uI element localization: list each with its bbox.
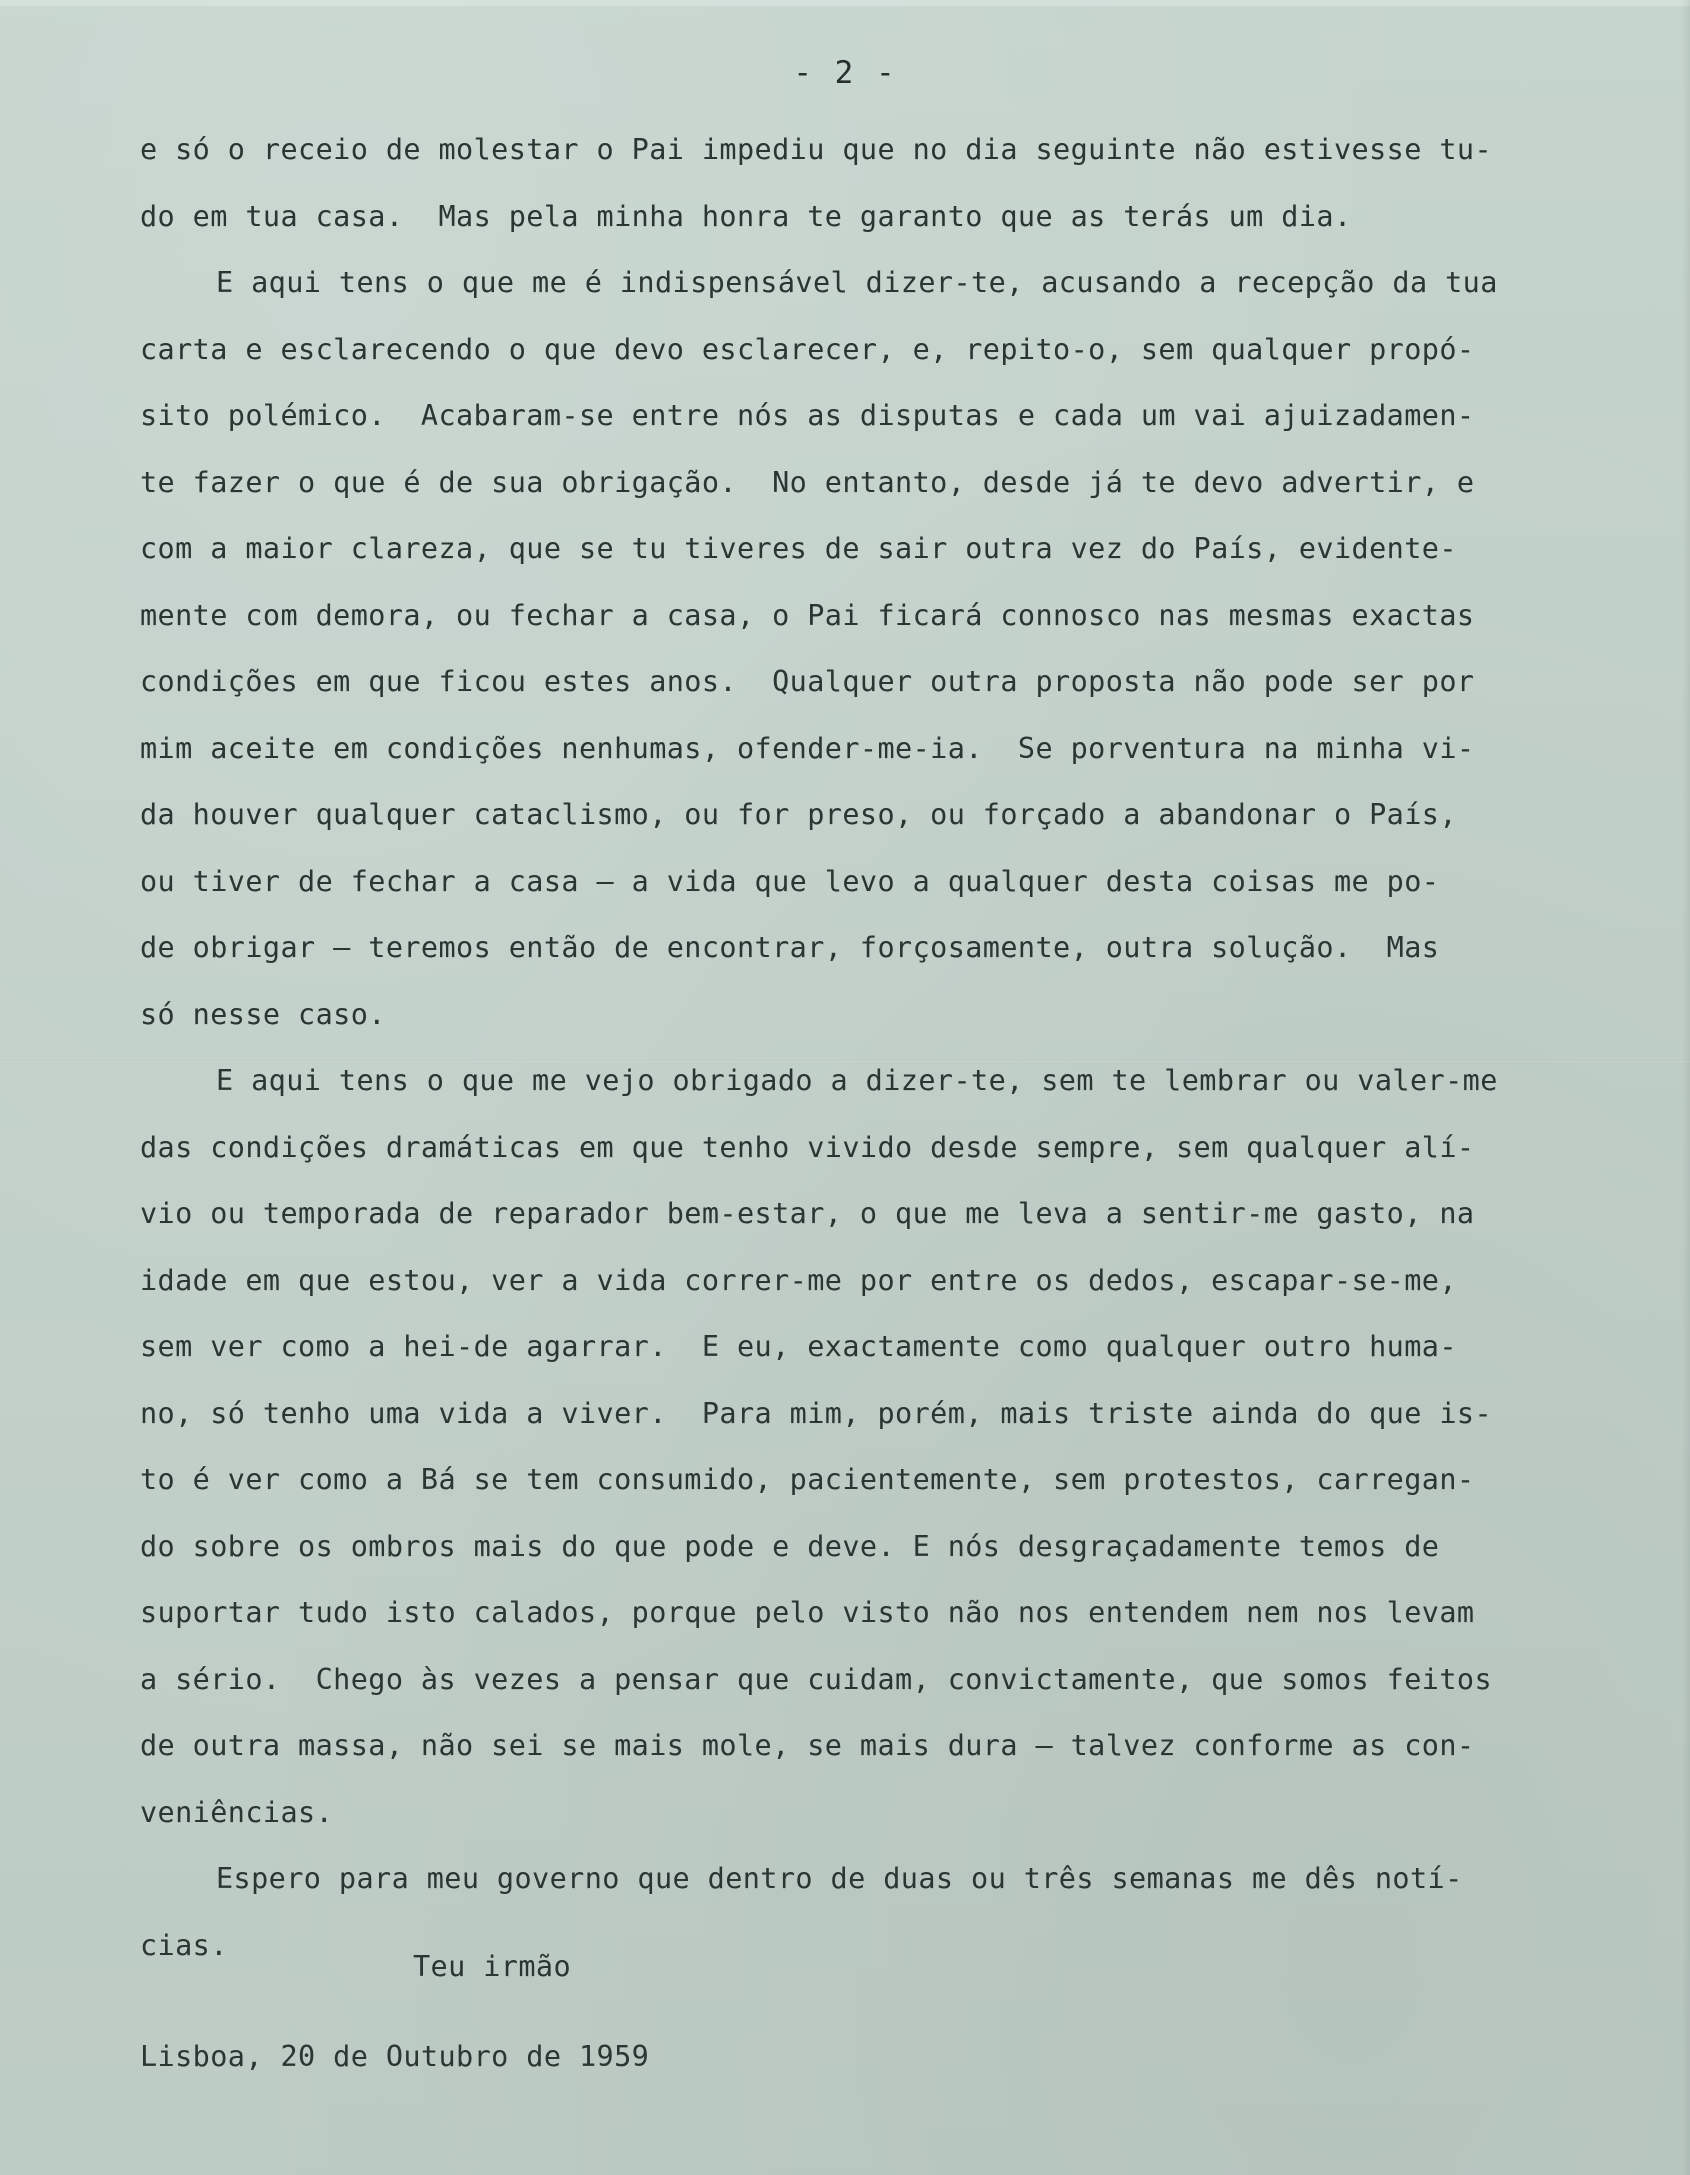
text-line: idade em que estou, ver a vida correr-me por entre os dedos, escapar-se-me, <box>140 1263 1457 1297</box>
text-line: só nesse caso. <box>140 997 386 1031</box>
signature-closing: Teu irmão <box>413 1950 572 1983</box>
text-line: sem ver como a hei-de agarrar. E eu, exactamente como qualquer outro huma- <box>140 1330 1457 1363</box>
text-line: condições em que ficou estes anos. Qualquer outra proposta não pode ser por <box>140 665 1475 698</box>
text-line: veniências. <box>140 1795 334 1829</box>
text-line: do em tua casa. Mas pela minha honra te garanto que as terás um dia. <box>140 199 1352 233</box>
text-line: E aqui tens o que me é indispensável dizer-te, acusando a recepção da tua <box>216 266 1498 299</box>
page-number: - 2 - <box>793 55 897 91</box>
paper-edge-right <box>1682 0 1690 2175</box>
paper-edge-top <box>0 0 1690 6</box>
text-line: suportar tudo isto calados, porque pelo visto não nos entendem nem nos levam <box>140 1596 1475 1629</box>
text-line: sito polémico. Acabaram-se entre nós as disputas e cada um vai ajuizadamen- <box>140 399 1475 432</box>
text-line: no, só tenho uma vida a viver. Para mim, porém, mais triste ainda do que is- <box>140 1396 1492 1430</box>
text-line: e só o receio de molestar o Pai impediu que no dia seguinte não estivesse tu- <box>140 133 1492 166</box>
text-line: cias. <box>140 1928 228 1962</box>
text-line: de outra massa, não sei se mais mole, se mais dura — talvez conforme as con- <box>140 1729 1475 1762</box>
text-line: da houver qualquer cataclismo, ou for preso, ou forçado a abandonar o País, <box>140 798 1457 831</box>
paragraph-3 <box>140 1048 1680 1846</box>
text-line: vio ou temporada de reparador bem-estar, o que me leva a sentir-me gasto, na <box>140 1197 1475 1230</box>
text-line: mim aceite em condições nenhumas, ofender-me-ia. Se porventura na minha vi- <box>140 731 1475 765</box>
text-line: Espero para meu governo que dentro de duas ou três semanas me dês notí- <box>216 1862 1463 1895</box>
text-line: do sobre os ombros mais do que pode e deve. E nós desgraçadamente temos de <box>140 1529 1440 1563</box>
text-line: das condições dramáticas em que tenho vivido desde sempre, sem qualquer alí- <box>140 1130 1475 1164</box>
text-line: carta e esclarecendo o que devo esclarecer, e, repito-o, sem qualquer propó- <box>140 332 1475 366</box>
text-line: E aqui tens o que me vejo obrigado a dizer-te, sem te lembrar ou valer-me <box>216 1064 1498 1097</box>
text-line: de obrigar — teremos então de encontrar, forçosamente, outra solução. Mas <box>140 931 1440 964</box>
text-line: to é ver como a Bá se tem consumido, pacientemente, sem protestos, carregan- <box>140 1463 1475 1496</box>
text-line: com a maior clareza, que se tu tiveres de sair outra vez do País, evidente- <box>140 532 1457 565</box>
text-line: mente com demora, ou fechar a casa, o Pai ficará connosco nas mesmas exactas <box>140 598 1475 632</box>
text-line: ou tiver de fechar a casa — a vida que levo a qualquer desta coisas me po- <box>140 864 1440 898</box>
place-and-date: Lisboa, 20 de Outubro de 1959 <box>140 2040 650 2073</box>
paragraph-1 <box>140 117 1680 250</box>
letter-body <box>140 117 1680 1979</box>
paragraph-4 <box>140 1846 1680 1979</box>
text-line: te fazer o que é de sua obrigação. No entanto, desde já te devo advertir, e <box>140 465 1475 499</box>
paragraph-2 <box>140 250 1680 1048</box>
text-line: a sério. Chego às vezes a pensar que cuidam, convictamente, que somos feitos <box>140 1662 1492 1696</box>
